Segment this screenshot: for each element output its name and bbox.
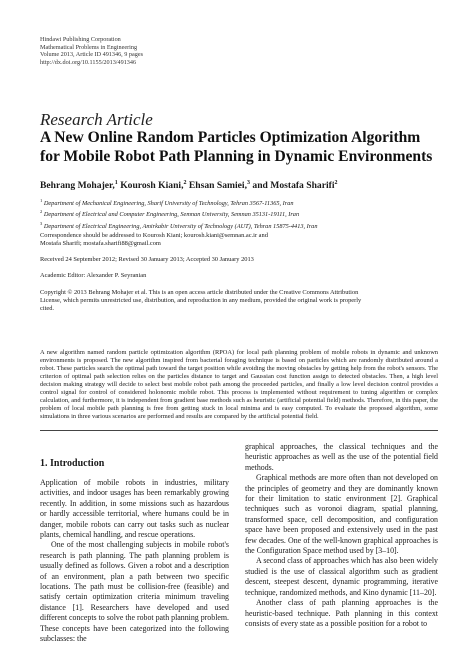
- paragraph: Graphical methods are more often than not developed on the principles of geometry and they are dominantly known for their limitation to static environment [2]. Graphical techniques such as voronoi diagram, spatial planning, transformed space, cell decomposition, and configuration space have been proposed and extensively used in the past few decades. One of the well-known graphical approaches is the Configuration Space method used by [3–10].: [245, 473, 438, 556]
- paragraph: graphical approaches, the classical techniques and the heuristic approaches as well as the use of the potential field methods.: [245, 442, 438, 472]
- author-affil-mark: 3: [247, 180, 251, 186]
- affiliation-item: [40, 220, 317, 231]
- correspondence-line: Correspondence should be addressed to Kourosh Kiani; kourosh.kiani@semnan.ac.ir and: [40, 232, 268, 239]
- publisher-line: Hindawi Publishing Corporation: [40, 36, 121, 43]
- paragraph: Application of mobile robots in industries, military activities, and indoor usages has been remarkably growing recently. In addition, in some missions such as hazardous or hardly accessible territorial, where humans could be in danger, mobile robots can carry out tasks such as nuclear plants, chemical handling, and rescue operations.: [40, 478, 229, 540]
- affiliation-text: Department of Electrical Engineering, Amirkabir University of Technology (AUT), Tehran 15875-4413, Iran: [43, 222, 318, 230]
- left-column: [40, 478, 229, 645]
- author-name: Ehsan Samiei,: [188, 180, 248, 192]
- affiliation-mark: 2: [40, 209, 43, 215]
- paragraph: Another class of path planning approaches is the heuristic-based technique. Path planning in this context consists of every state as a possible position for a robot to: [245, 598, 438, 628]
- affiliation-mark: 1: [40, 198, 43, 203]
- article-type: Research Article: [40, 110, 153, 129]
- volume-info: Volume 2013, Article ID 491346, 9 pages: [40, 51, 143, 59]
- author-affil-mark: 1: [114, 180, 118, 186]
- copyright-notice: [40, 289, 438, 314]
- correspondence: [40, 232, 438, 248]
- affiliation-mark: 3: [40, 220, 43, 226]
- author-name: Kourosh Kiani,: [120, 180, 184, 192]
- received-dates: [40, 256, 438, 264]
- section-divider: [40, 430, 438, 431]
- paragraph: One of the most challenging subjects in mobile robot's research is path planning. The path planning problem is usually defined as follows. Given a robot and a description of an environment, plan a path between two specific locations. The path must be collision-free (feasible) and satisfy certain optimization criteria minimum traveling distance [1]. Researchers have developed and used different concepts to solve the robot path planning problem. These concepts have been categorized into the following subclasses: the: [40, 540, 229, 644]
- author-list: [40, 180, 338, 191]
- editor-line: Academic Editor: Alexander P. Seyranian: [40, 272, 147, 279]
- academic-editor: [40, 272, 438, 280]
- copyright-line: cited.: [40, 305, 55, 313]
- author-affil-mark: 2: [334, 180, 338, 186]
- affiliation-text: Department of Electrical and Computer Engineering, Semnan University, Semnan 35131-19111, Iran: [43, 211, 300, 219]
- abstract: A new algorithm named random particle optimization algorithm (RPOA) for local path planning problem of mobile robots in dynamic and unknown environments is proposed. The new algorithm inspired from bacterial foraging technique is based on particles which are randomly distributed around a robot. These particles search the optimal path toward the target position while avoiding the moving obstacles by getting help from the robot's sensors. The criterion of optimal path selection relies on the particles distance to target and Gaussian cost function assign to detected obstacles. Then, a high level decision making strategy will decide to select best mobile robot path among the proceeded particles, and finally a low level decision control provides a control signal for control of considered holonomic mobile robot. This process is implemented without requirement to tuning algorithm or complex calculation, and furthermore, it is independent from gradient base methods such as heuristic (artificial potential field) methods. Therefore, in this paper, the problem of local mobile path planning is free from getting stuck in local minima and is easy computed. To evaluate the proposed algorithm, some simulations in three various scenarios are performed and results are compared by the artificial potential field.: [40, 349, 438, 420]
- affiliation-text: Department of Mechanical Engineering, Sharif University of Technology, Tehran 3567-11365, Iran: [43, 200, 294, 208]
- right-column: [245, 442, 438, 629]
- affiliation-item: [40, 208, 317, 219]
- dates-line: Received 24 September 2012; Revised 30 January 2013; Accepted 30 January 2013: [40, 256, 254, 263]
- journal-name: Mathematical Problems in Engineering: [40, 43, 138, 51]
- copyright-line: Copyright © 2013 Behrang Mohajer et al. This is an open access article distributed under the Creative Commons Attribution: [40, 289, 359, 296]
- affiliation-item: [40, 197, 317, 208]
- correspondence-line: Mostafa Sharifi; mostafa.sharifi88@gmail.com: [40, 240, 161, 248]
- section-heading: 1. Introduction: [40, 458, 105, 469]
- author-name: and Mostafa Sharifi: [252, 180, 335, 192]
- author-affil-mark: 2: [183, 180, 187, 186]
- paper-title: A New Online Random Particles Optimization Algorithm for Mobile Robot Path Planning in Dynamic Environments: [40, 129, 433, 165]
- affiliation-list: [40, 197, 317, 231]
- copyright-line: License, which permits unrestricted use, distribution, and reproduction in any medium, provided the original work is properly: [40, 297, 362, 305]
- author-name: Behrang Mohajer,: [40, 180, 115, 192]
- paragraph: A second class of approaches which has also been widely studied is the use of classical algorithm such as gradient descent, steepest descent, dynamic programming, iterative technique, randomized methods, and Kino dynamic [11–20].: [245, 556, 438, 597]
- doi-link[interactable]: http://dx.doi.org/10.1155/2013/491346: [40, 58, 137, 66]
- journal-header: [40, 36, 143, 66]
